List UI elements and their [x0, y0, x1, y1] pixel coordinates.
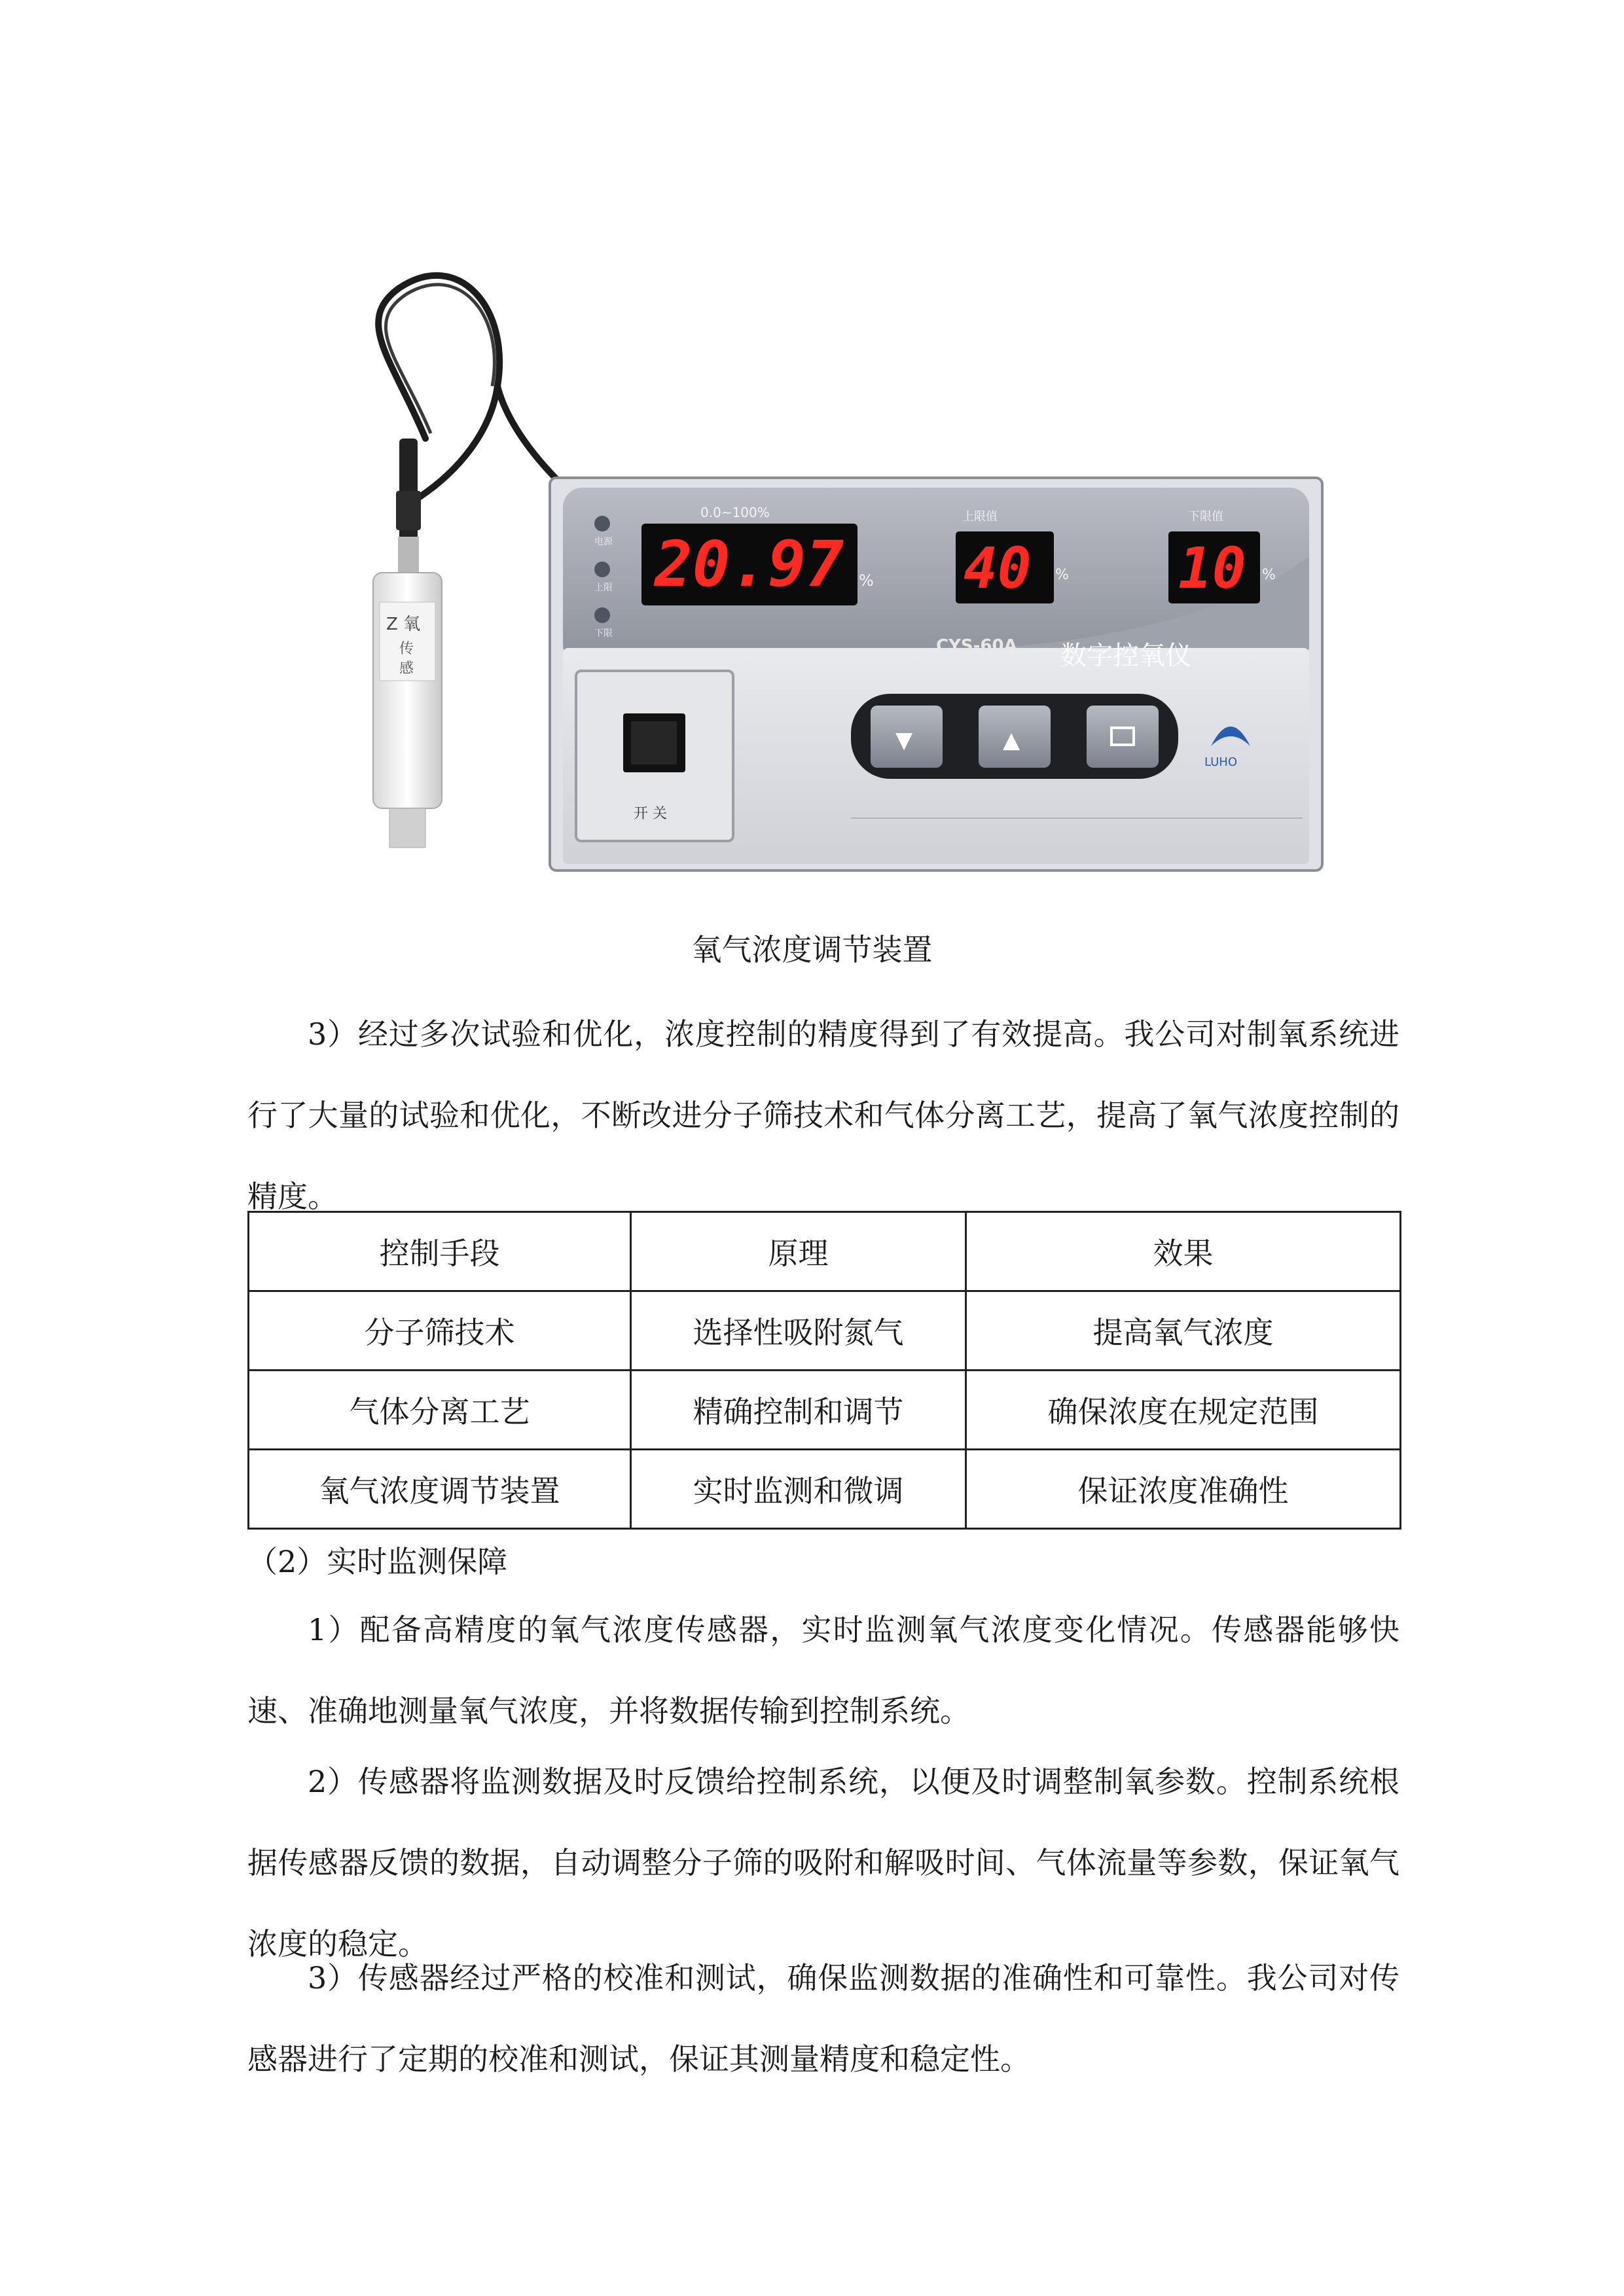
- switch-label: 开 关: [634, 806, 667, 822]
- table-header-row: [249, 1212, 1401, 1291]
- table-cell: 选择性吸附氮气: [631, 1291, 966, 1371]
- figure-caption: 氧气浓度调节装置: [691, 932, 933, 967]
- indicator-label-power: 电源: [594, 537, 613, 547]
- table-header-cell: 原理: [631, 1212, 966, 1291]
- oxygen-sensor: [373, 439, 442, 848]
- section-heading: （2）实时监测保障: [247, 1544, 508, 1579]
- device-name-label: 数字控氧仪: [1060, 641, 1191, 671]
- table-header-cell: 效果: [966, 1212, 1401, 1291]
- range-label: 0.0~100%: [700, 505, 770, 520]
- svg-text:%: %: [859, 571, 874, 590]
- table-cell: 实时监测和微调: [631, 1450, 966, 1529]
- table-row: [249, 1291, 1401, 1371]
- table-row: [249, 1371, 1401, 1450]
- oxygen-reading: 20.97: [655, 528, 844, 601]
- paragraph-item-2: 2）传感器将监测数据及时反馈给控制系统，以便及时调整制氧参数。控制系统根据传感器反馈的数据，自动调整分子筛的吸附和解吸时间、气体流量等参数，保证氧气浓度的稳定。: [247, 1764, 1399, 1962]
- paragraph-item-1: 1）配备高精度的氧气浓度传感器，实时监测氧气浓度变化情况。传感器能够快速、准确地测量氧气浓度，并将数据传输到控制系统。: [247, 1612, 1399, 1729]
- table-cell: 分子筛技术: [249, 1291, 631, 1371]
- table-row: [249, 1450, 1401, 1529]
- svg-text:感: 感: [399, 660, 414, 677]
- svg-text:▲: ▲: [1003, 727, 1020, 753]
- indicator-label-upper: 上限: [594, 583, 613, 593]
- upper-limit-label: 上限值: [962, 510, 998, 524]
- table-header-cell: 控制手段: [249, 1212, 631, 1291]
- svg-text:%: %: [1262, 567, 1276, 583]
- controller-unit: [550, 478, 1322, 870]
- svg-text:LUHO: LUHO: [1204, 755, 1238, 769]
- table-cell: 氧气浓度调节装置: [249, 1450, 631, 1529]
- svg-text:传: 传: [399, 641, 414, 657]
- indicator-label-lower: 下限: [594, 628, 613, 639]
- set-button: [1087, 706, 1159, 768]
- model-label: CYS-60A: [936, 636, 1017, 656]
- table-cell: 精确控制和调节: [631, 1371, 966, 1450]
- oxygen-controller-photo: [262, 190, 1362, 916]
- table-cell: 提高氧气浓度: [966, 1291, 1401, 1371]
- svg-text:▼: ▼: [895, 727, 913, 753]
- paragraph-precision: 3）经过多次试验和优化，浓度控制的精度得到了有效提高。我公司对制氧系统进行了大量的试验和优化，不断改进分子筛技术和气体分离工艺，提高了氧气浓度控制的精度。: [247, 1016, 1399, 1214]
- lower-limit-reading: 10: [1178, 536, 1246, 601]
- svg-text:%: %: [1055, 567, 1069, 583]
- paragraph-item-3: 3）传感器经过严格的校准和测试，确保监测数据的准确性和可靠性。我公司对传感器进行了定期的校准和测试，保证其测量精度和稳定性。: [247, 1960, 1399, 2077]
- svg-text:Z 氧: Z 氧: [386, 615, 421, 634]
- table-cell: 保证浓度准确性: [966, 1450, 1401, 1529]
- table-cell: 气体分离工艺: [249, 1371, 631, 1450]
- upper-limit-reading: 40: [964, 536, 1032, 601]
- lower-limit-label: 下限值: [1188, 510, 1223, 524]
- control-methods-table: [247, 1211, 1401, 1530]
- table-cell: 确保浓度在规定范围: [966, 1371, 1401, 1450]
